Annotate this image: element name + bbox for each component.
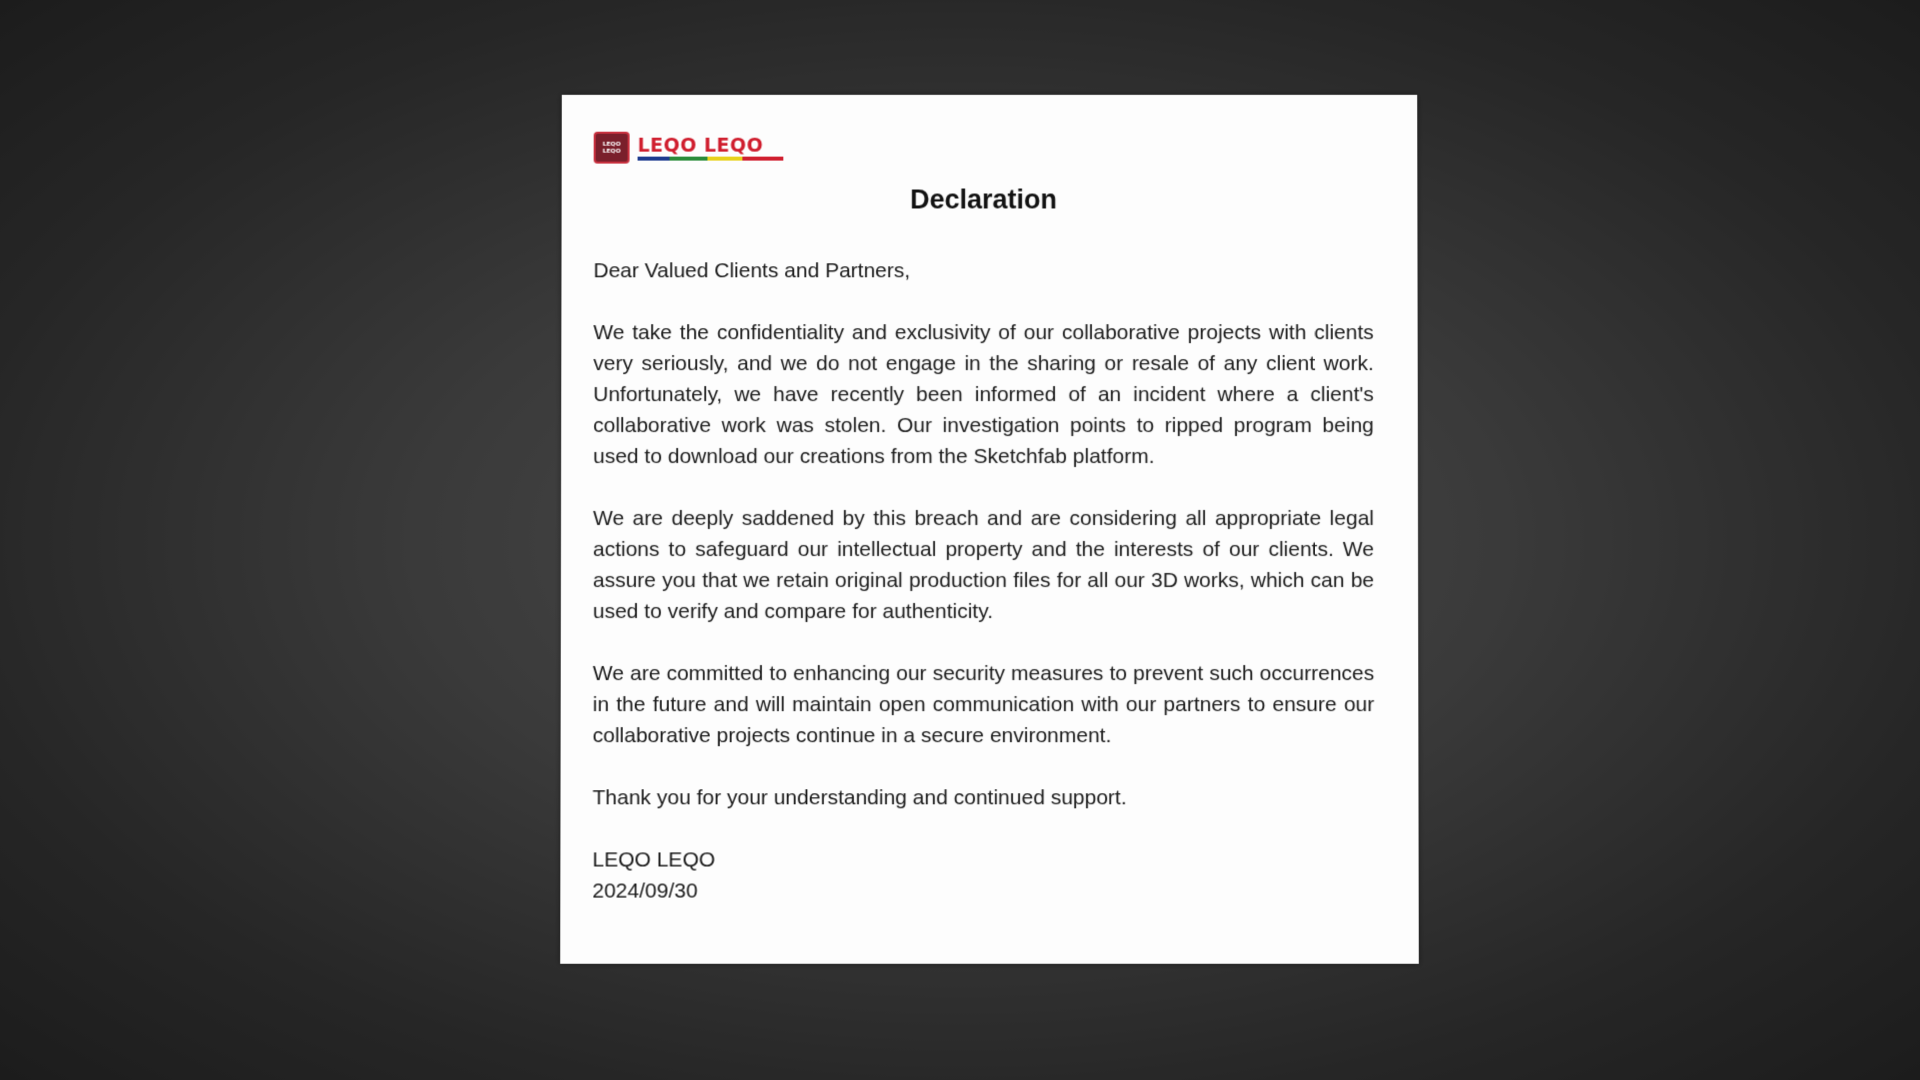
signature-name: LEQO LEQO (592, 848, 716, 872)
salutation: Dear Valued Clients and Partners, (593, 259, 911, 283)
paragraph-thanks: Thank you for your understanding and continued support. (592, 786, 1127, 810)
company-logo (594, 131, 1374, 165)
declaration-sheet (560, 95, 1419, 964)
document-title: Declaration (910, 184, 1057, 215)
letter-body (593, 255, 1375, 813)
logo-color-stripe (638, 156, 784, 160)
paragraph-legal-actions: We are deeply saddened by this breach and are considering all appropriate legal actions to safeguard our intellectual property and the interests of our clients. We assure you that we retain original production files for all our 3D works, which can be used to verify and compare for authenticity. (592, 507, 1375, 624)
logo-badge-line-2: LEQO (602, 147, 621, 155)
paragraph-security: We are committed to enhancing our security measures to prevent such occurrences in the future and will maintain open communication with our partners to ensure our collaborative projects continue in a secure environment. (592, 662, 1375, 748)
logo-badge-icon (594, 132, 630, 164)
paragraph-confidentiality: We take the confidentiality and exclusivity of our collaborative projects with clients very seriously, and we do not engage in the sharing or resale of any client work. Unfortunately, we have recently been informed of an incident where a client's collaborative work was stolen. Our investigation points to ripped program being used to download our creations from the Sketchfab platform. (593, 321, 1374, 469)
logo-wordmark (638, 135, 784, 160)
signature-date: 2024/09/30 (592, 879, 698, 903)
logo-wordmark-text: LEQO LEQO (637, 134, 764, 157)
signature-block (592, 844, 1374, 906)
logo-badge-line-1: LEQO (602, 140, 621, 148)
